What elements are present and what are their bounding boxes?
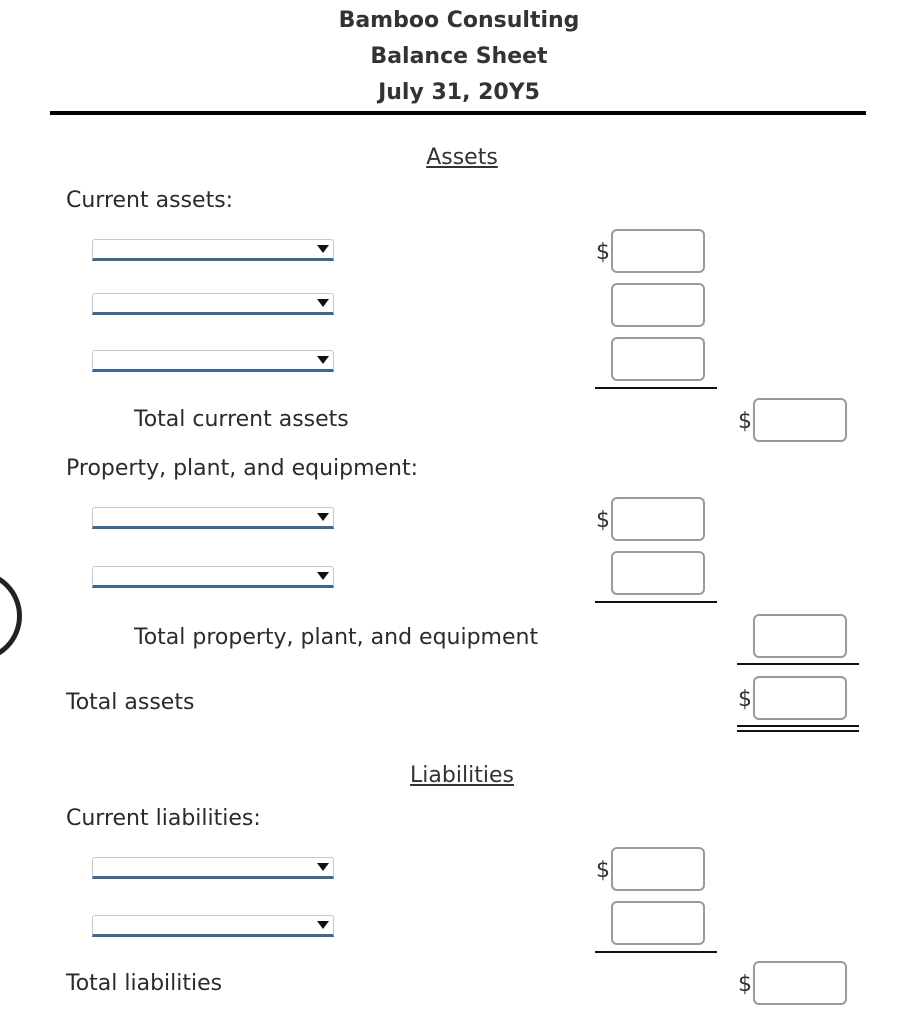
current-assets-label: Current assets: (66, 188, 234, 213)
company-name: Bamboo Consulting (338, 8, 580, 33)
chevron-down-icon (317, 513, 329, 521)
ppe-amount-1[interactable] (611, 497, 705, 541)
dollar-sign: $ (596, 508, 610, 533)
current-asset-amount-3[interactable] (611, 337, 705, 381)
chevron-down-icon (317, 572, 329, 580)
total-current-assets-label: Total current assets (134, 407, 349, 432)
subtotal-rule (737, 663, 859, 665)
ppe-amount-2[interactable] (611, 551, 705, 595)
total-assets-label: Total assets (66, 690, 195, 715)
current-liability-amount-1[interactable] (611, 847, 705, 891)
statement-date: July 31, 20Y5 (378, 80, 540, 105)
dollar-sign: $ (738, 687, 752, 712)
dollar-sign: $ (738, 409, 752, 434)
current-asset-dropdown-2[interactable] (92, 293, 334, 315)
section-assets-heading: Assets (426, 145, 498, 170)
statement-title: Balance Sheet (370, 44, 548, 69)
current-asset-dropdown-1[interactable] (92, 239, 334, 261)
total-current-assets-amount[interactable] (753, 398, 847, 442)
current-asset-dropdown-3[interactable] (92, 350, 334, 372)
navigation-circle-icon[interactable] (0, 570, 22, 662)
total-assets-amount[interactable] (753, 676, 847, 720)
total-ppe-label: Total property, plant, and equipment (134, 625, 539, 650)
header-rule (50, 111, 866, 115)
subtotal-rule (595, 951, 717, 953)
dollar-sign: $ (738, 972, 752, 997)
subtotal-rule (595, 601, 717, 603)
current-asset-amount-1[interactable] (611, 229, 705, 273)
subtotal-rule (595, 387, 717, 389)
current-liability-dropdown-1[interactable] (92, 857, 334, 879)
ppe-dropdown-1[interactable] (92, 507, 334, 529)
total-liabilities-amount[interactable] (753, 961, 847, 1005)
current-liabilities-label: Current liabilities: (66, 806, 261, 831)
current-asset-amount-2[interactable] (611, 283, 705, 327)
total-liabilities-label: Total liabilities (66, 971, 223, 996)
dollar-sign: $ (596, 858, 610, 883)
ppe-label: Property, plant, and equipment: (66, 456, 419, 481)
chevron-down-icon (317, 863, 329, 871)
ppe-dropdown-2[interactable] (92, 566, 334, 588)
chevron-down-icon (317, 299, 329, 307)
chevron-down-icon (317, 921, 329, 929)
dollar-sign: $ (596, 240, 610, 265)
section-liabilities-heading: Liabilities (410, 763, 514, 788)
chevron-down-icon (317, 356, 329, 364)
double-rule-bottom (737, 730, 859, 732)
chevron-down-icon (317, 245, 329, 253)
total-ppe-amount[interactable] (753, 614, 847, 658)
current-liability-dropdown-2[interactable] (92, 915, 334, 937)
current-liability-amount-2[interactable] (611, 901, 705, 945)
double-rule-top (737, 725, 859, 727)
